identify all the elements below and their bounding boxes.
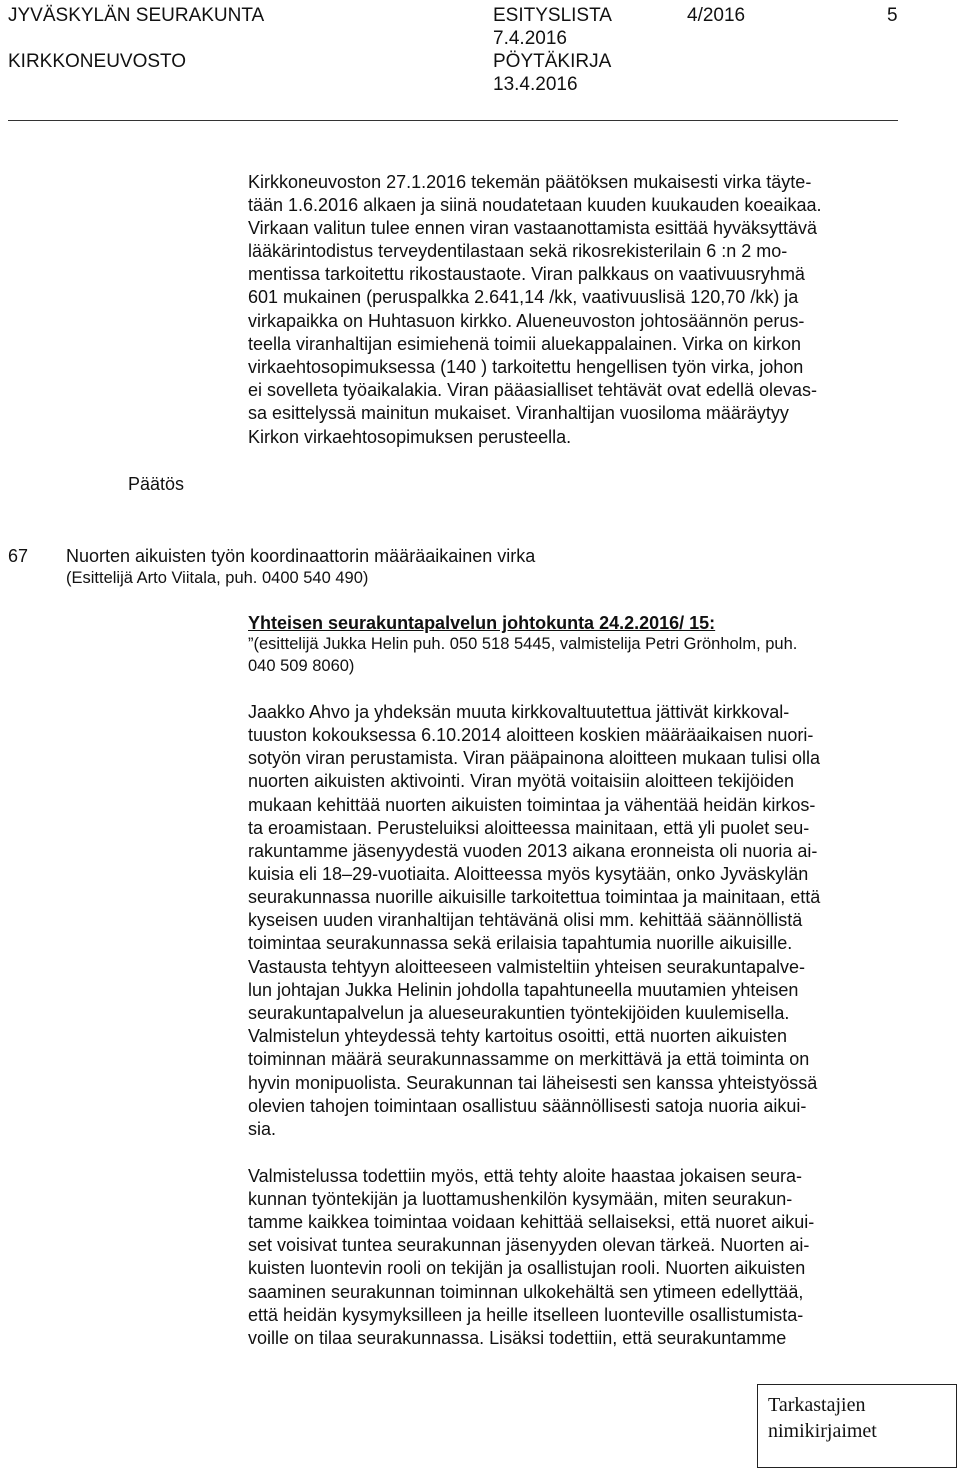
text-line: virkapaikka on Huhtasuon kirkko. Alueneuvoston johtosäännön perus-	[248, 311, 805, 331]
text-line: mukaan kehittää nuorten aikuisten toimintaa ja vähentää heidän kirkos-	[248, 795, 816, 815]
text-line: Jaakko Ahvo ja yhdeksän muuta kirkkovaltuutettua jättivät kirkkoval-	[248, 702, 790, 722]
text-line: Kirkkoneuvoston 27.1.2016 tekemän päätöksen mukaisesti virka täyte-	[248, 172, 812, 192]
text-line: että heidän kysymyksilleen ja heille itselleen luonteville osallistumista-	[248, 1305, 804, 1325]
text-line: kyseisen uuden viranhaltijan tehtävänä olisi mm. kehittää säännöllistä	[248, 910, 803, 930]
text-line: nuorten aikuisten aktivointi. Viran myötä voitaisiin aloitteen tekijöiden	[248, 771, 794, 791]
organization-name: JYVÄSKYLÄN SEURAKUNTA	[8, 5, 265, 26]
text-line: toiminnan määrä seurakunnassamme on merkittävä ja että toiminta on	[248, 1049, 810, 1069]
text-line: Virkaan valitun tulee ennen viran vastaanottamista esittää hyväksyttävä	[248, 218, 817, 238]
agenda-date: 7.4.2016	[493, 28, 567, 49]
text-line: lun johtajan Jukka Helinin johdolla tapahtuneella muutamien yhteisen	[248, 980, 799, 1000]
text-line: kuisten luontevin rooli on tekijän ja osallistujan rooli. Nuorten aikuisten	[248, 1258, 806, 1278]
issue-number: 4/2016	[687, 5, 746, 26]
reviewer-initials-box	[757, 1384, 957, 1468]
reviewer-initials-label-2: nimikirjaimet	[768, 1420, 877, 1442]
committee-presenter-phone: 040 509 8060)	[248, 657, 355, 675]
text-line: kunnan työntekijän ja luottamushenkilön kysymään, miten seurakun-	[248, 1189, 793, 1209]
doc-type-minutes: PÖYTÄKIRJA	[493, 51, 612, 72]
text-line: ei sovelleta työaikalakia. Viran pääasialliset tehtävät ovat edellä olevas-	[248, 380, 818, 400]
text-line: seurakuntapalvelun ja alueseurakuntien työntekijöiden kuulemisella.	[248, 1003, 790, 1023]
text-line: tään 1.6.2016 alkaen ja siinä noudatetaan kuuden kuukauden koeaikaa.	[248, 195, 822, 215]
text-line: ta eroamistaan. Perusteluiksi aloitteessa mainitaan, että yli puolet seu-	[248, 818, 810, 838]
committee-heading: Yhteisen seurakuntapalvelun johtokunta 24.2.2016/ 15:	[248, 613, 716, 633]
text-line: saaminen seurakunnan toiminnan ulkokehältä sen ytimeen edellyttää,	[248, 1282, 804, 1302]
text-line: rakuntamme jäsenyydestä vuoden 2013 aikana eronneista oli nuoria ai-	[248, 841, 818, 861]
text-line: voille on tilaa seurakunnassa. Lisäksi todettiin, että seurakuntamme	[248, 1328, 787, 1348]
text-line: Valmistelussa todettiin myös, että tehty aloite haastaa jokaisen seura-	[248, 1166, 802, 1186]
text-line: tamme kaikkea toimintaa voidaan kehittää sellaiseksi, että nuoret aikui-	[248, 1212, 815, 1232]
text-line: kuisia eli 18–29-vuotiaita. Aloitteessa myös kysytään, onko Jyväskylän	[248, 864, 809, 884]
section-number: 67	[8, 546, 29, 566]
text-line: 601 mukainen (peruspalkka 2.641,14 /kk, vaativuuslisä 120,70 /kk) ja	[248, 287, 799, 307]
decision-label: Päätös	[128, 474, 185, 494]
text-line: olevien tahojen toimintaan osallistuu säännöllisesti satoja nuoria aikui-	[248, 1096, 807, 1116]
doc-type-agenda: ESITYSLISTA	[493, 5, 612, 26]
minutes-date: 13.4.2016	[493, 74, 578, 95]
text-line: mentissa tarkoitettu rikostaustaote. Viran palkkaus on vaativuusryhmä	[248, 264, 805, 284]
text-line: Vastausta tehtyyn aloitteeseen valmisteltiin yhteisen seurakuntapalve-	[248, 957, 805, 977]
text-line: virkaehtosopimuksessa (140 ) tarkoitettu hengellisen työn virka, johon	[248, 357, 804, 377]
reviewer-initials-label-1: Tarkastajien	[768, 1394, 866, 1416]
text-line: teella viranhaltijan esimiehenä toimii aluekappalainen. Virka on kirkon	[248, 334, 801, 354]
body-name: KIRKKONEUVOSTO	[8, 51, 187, 72]
text-line: lääkärintodistus terveydentilastaan sekä rikosrekisterilain 6 :n 2 mo-	[248, 241, 788, 261]
text-line: sa esittelyssä mainitun mukaiset. Viranhaltijan vuosiloma määräytyy	[248, 403, 789, 423]
text-line: toimintaa seurakunnassa sekä erilaisia tapahtumia nuorille aikuisille.	[248, 933, 793, 953]
text-line: Valmistelun yhteydessä tehty kartoitus osoitti, että nuorten aikuisten	[248, 1026, 787, 1046]
text-line: hyvin monipuolista. Seurakunnan tai läheisesti sen kanssa yhteistyössä	[248, 1073, 818, 1093]
committee-presenter: ”(esittelijä Jukka Helin puh. 050 518 5445, valmistelija Petri Grönholm, puh.	[248, 635, 798, 653]
section-presenter: (Esittelijä Arto Viitala, puh. 0400 540 490)	[66, 569, 369, 587]
text-line: set voisivat tuntea seurakunnan jäsenyyden olevan tärkeä. Nuorten ai-	[248, 1235, 810, 1255]
text-line: sia.	[248, 1119, 277, 1139]
section-title: Nuorten aikuisten työn koordinaattorin määräaikainen virka	[66, 546, 536, 566]
header-divider	[8, 120, 898, 121]
text-line: seurakunnassa nuorille aikuisille tarkoitettua toimintaa ja mainitaan, että	[248, 887, 821, 907]
text-line: tuuston kokouksessa 6.10.2014 aloitteen koskien määräaikaisen nuori-	[248, 725, 814, 745]
text-line: Kirkon virkaehtosopimuksen perusteella.	[248, 427, 572, 447]
text-line: sotyön viran perustamista. Viran pääpainona aloitteen mukaan tulisi olla	[248, 748, 821, 768]
page-number: 5	[887, 5, 898, 26]
